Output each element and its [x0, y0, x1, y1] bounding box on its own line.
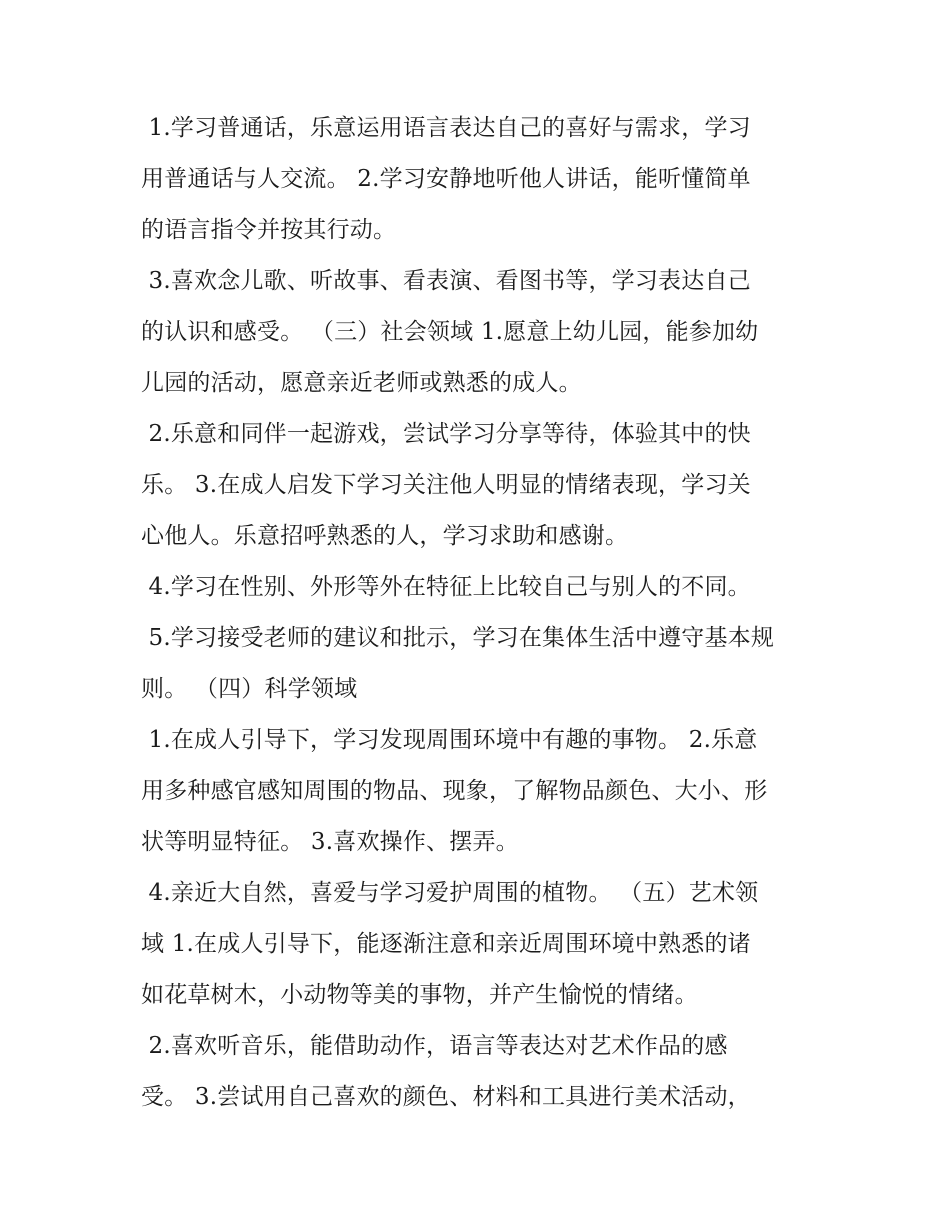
- text-line: 用普通话与人交流。 2.学习安静地听他人讲话，能听懂简单: [141, 166, 751, 192]
- text-line: 则。 （四）科学领域: [141, 676, 358, 702]
- text-line: 如花草树木，小动物等美的事物，并产生愉悦的情绪。: [141, 982, 698, 1008]
- text-line: 4.亲近大自然，喜爱与学习爱护周围的植物。 （五）艺术领: [141, 880, 759, 906]
- text-line: 心他人。乐意招呼熟悉的人，学习求助和感谢。: [141, 523, 629, 549]
- text-line: 4.学习在性别、外形等外在特征上比较自己与别人的不同。: [141, 574, 751, 600]
- text-line: 2.乐意和同伴一起游戏，尝试学习分享等待，体验其中的快: [141, 421, 751, 447]
- text-line: 1.学习普通话，乐意运用语言表达自己的喜好与需求，学习: [141, 115, 751, 141]
- text-line: 2.喜欢听音乐，能借助动作，语言等表达对艺术作品的感: [141, 1033, 728, 1059]
- text-line: 乐。 3.在成人启发下学习关注他人明显的情绪表现，学习关: [141, 472, 751, 498]
- text-line: 域 1.在成人引导下，能逐渐注意和亲近周围环境中熟悉的诸: [141, 931, 751, 957]
- text-line: 3.喜欢念儿歌、听故事、看表演、看图书等，学习表达自己: [141, 268, 751, 294]
- text-line: 5.学习接受老师的建议和批示，学习在集体生活中遵守基本规: [141, 625, 775, 651]
- text-line: 的认识和感受。 （三）社会领域 1.愿意上幼儿园，能参加幼: [141, 319, 759, 345]
- text-line: 1.在成人引导下，学习发现周围环境中有趣的事物。 2.乐意: [141, 727, 758, 753]
- text-line: 的语言指令并按其行动。: [141, 217, 397, 243]
- text-line: 用多种感官感知周围的物品、现象，了解物品颜色、大小、形: [141, 778, 768, 804]
- text-line: 儿园的活动，愿意亲近老师或熟悉的成人。: [141, 370, 582, 396]
- text-line: 受。 3.尝试用自己喜欢的颜色、材料和工具进行美术活动，: [141, 1084, 751, 1110]
- text-line: 状等明显特征。 3.喜欢操作、摆弄。: [141, 829, 519, 855]
